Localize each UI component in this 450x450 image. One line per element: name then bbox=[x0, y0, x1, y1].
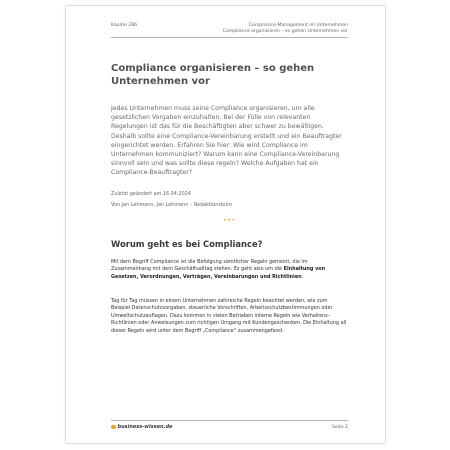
section-paragraph-1 bbox=[111, 259, 348, 281]
page-title: Compliance organisieren – so gehen Unternehmen vor bbox=[111, 63, 315, 87]
brand-name: business-wissen.de bbox=[117, 424, 173, 430]
document-page bbox=[66, 6, 385, 443]
section-separator: ••• bbox=[222, 217, 237, 224]
chapter-label: Kapitel 286 bbox=[111, 23, 138, 28]
running-header-line2: Compliance organisieren – so gehen Unternehmen vor bbox=[222, 29, 348, 34]
running-header-line1: Compliance-Management im Unternehmen bbox=[248, 23, 348, 28]
footer-brand[interactable] bbox=[111, 424, 172, 430]
section-heading: Worum geht es bei Compliance? bbox=[111, 239, 263, 249]
footer-divider bbox=[111, 420, 348, 421]
section-paragraph-2: Tag für Tag müssen in einem Unternehmen zahlreiche Regeln beachtet werden, wie zum Beispiel Datenschutzvorgaben, steuerliche Vorschriften, Arbeitsschutzbestimmungen oder Umweltschutzauflagen. Dazu kommen in vielen Betrieben interne Regeln wie Verhaltens-Richtlinien oder Anweisungen zum richtigen Umgang mit Kundengeschenken. Die Einhaltung all dieser Regeln wird unter dem Begriff „Compliance“ zusammengefasst. bbox=[111, 298, 347, 334]
updated-date: Zuletzt geändert am 16.04.2024 bbox=[111, 191, 191, 197]
brand-logo-icon bbox=[111, 425, 116, 430]
author-line: Von Jan Lehmann, Jan Lehmann – Redaktionsbüro bbox=[111, 202, 233, 208]
page-content bbox=[111, 6, 348, 443]
header-divider bbox=[111, 37, 348, 38]
page-header bbox=[111, 23, 348, 43]
page-number: Seite 2 bbox=[331, 425, 348, 430]
intro-paragraph: Jedes Unternehmen muss seine Compliance organisieren, um alle gesetzlichen Vorgaben einzuhalten. Bei der Fülle von relevanten Regelungen ist das für die Beschäftigten aber schwer zu bewältigen. Deshalb sollte eine Compliance-Vereinbarung erstellt und ein Beauftragter eingerichtet werden. Erfahren Sie hier: Wie wird Compliance im Unternehmen kommuniziert? Warum kann eine Compliance-Vereinbarung sinnvoll sein und was sollte diese regeln? Welche Aufgaben hat ein Compliance-Beauftragter? bbox=[111, 105, 342, 177]
paragraph-text: Mit dem Begriff Compliance ist die Befolgung sämtlicher Regeln gemeint, die im Zusammenhang mit dem Geschäftsalltag stehen. Es geht also um die bbox=[111, 259, 308, 273]
paragraph-end: . bbox=[301, 273, 304, 280]
paragraph-emphasis: Einhaltung von Gesetzen, Verordnungen, Verträgen, Vereinbarungen und Richtlinien bbox=[111, 266, 326, 280]
running-header bbox=[223, 23, 348, 35]
